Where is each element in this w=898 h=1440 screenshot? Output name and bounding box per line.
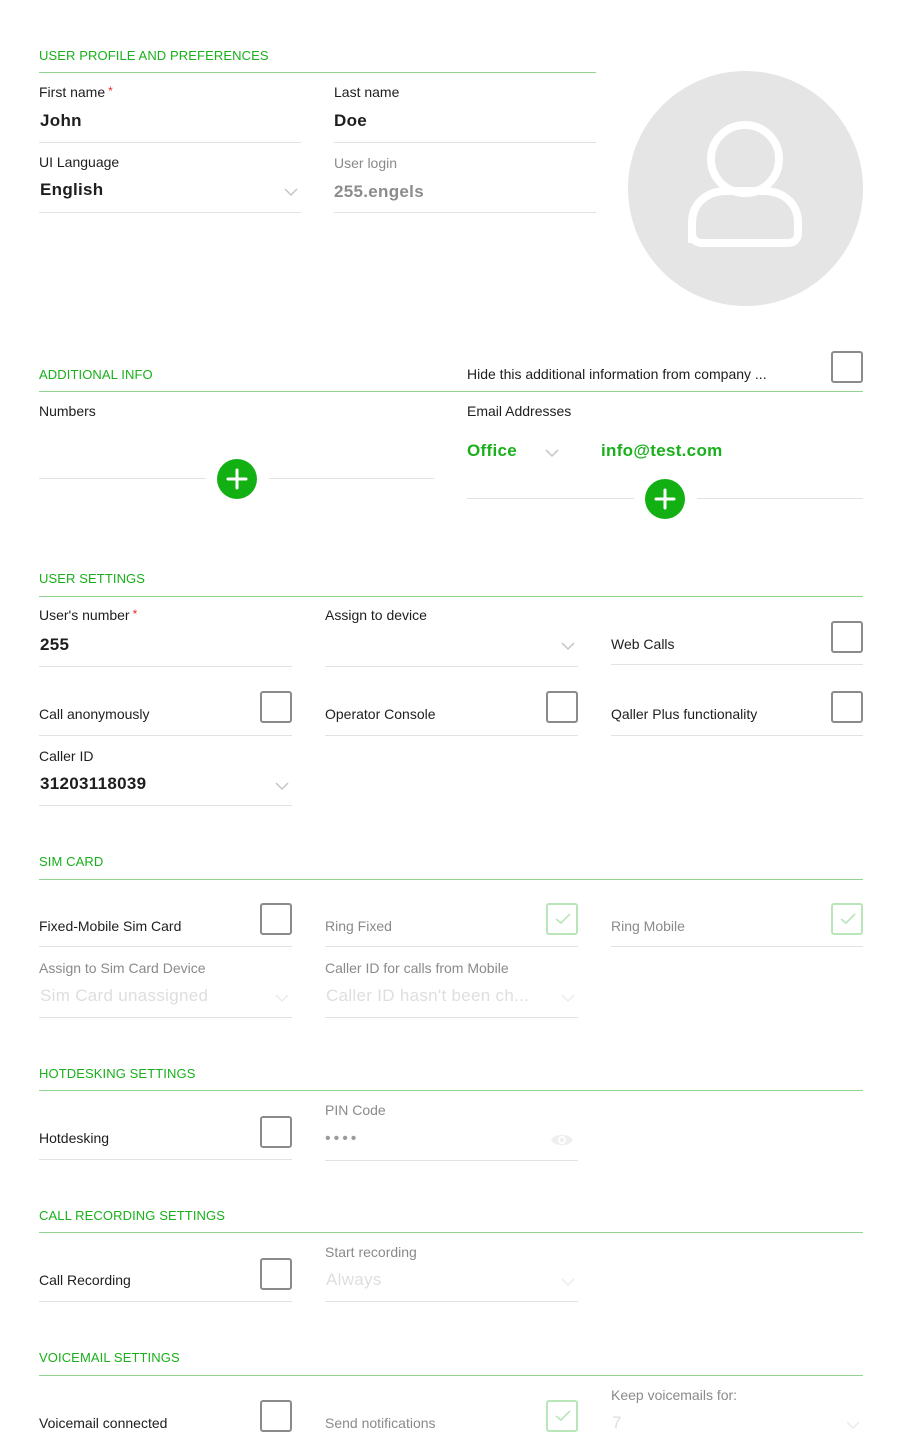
caller-id-label: Caller ID xyxy=(39,748,94,764)
call-recording-checkbox[interactable] xyxy=(260,1258,292,1290)
section-divider xyxy=(39,1375,863,1376)
field-underline xyxy=(39,735,292,736)
pin-code-label: PIN Code xyxy=(325,1102,386,1118)
field-underline xyxy=(39,1159,292,1160)
email-address-field[interactable]: info@test.com xyxy=(601,441,723,460)
section-divider xyxy=(39,1090,863,1091)
field-underline xyxy=(39,142,301,143)
required-mark: * xyxy=(108,84,113,98)
users-number-label: User's number * xyxy=(39,607,138,623)
ring-fixed-label: Ring Fixed xyxy=(325,918,392,934)
chevron-down-icon[interactable] xyxy=(284,188,298,197)
field-underline xyxy=(269,478,434,479)
start-recording-label: Start recording xyxy=(325,1244,417,1260)
caller-id-mobile-select[interactable]: Caller ID hasn't been ch... xyxy=(326,986,530,1005)
hide-info-label: Hide this additional information from company ... xyxy=(467,366,767,382)
last-name-field[interactable]: Doe xyxy=(334,111,368,130)
chevron-down-icon[interactable] xyxy=(561,642,575,651)
section-divider xyxy=(39,596,863,597)
email-addresses-label: Email Addresses xyxy=(467,403,572,419)
field-underline xyxy=(697,498,863,499)
check-icon xyxy=(555,1410,571,1422)
keep-voicemails-field[interactable]: 7 xyxy=(612,1413,622,1432)
avatar[interactable] xyxy=(628,71,863,306)
section-title-sim-card: SIM CARD xyxy=(39,854,104,869)
last-name-label: Last name xyxy=(334,84,400,100)
user-login-field: 255.engels xyxy=(334,182,424,201)
check-icon xyxy=(555,913,571,925)
fixed-mobile-label: Fixed-Mobile Sim Card xyxy=(39,918,182,934)
field-underline xyxy=(39,212,301,213)
chevron-down-icon[interactable] xyxy=(275,782,289,791)
field-underline xyxy=(39,1017,292,1018)
fixed-mobile-checkbox[interactable] xyxy=(260,903,292,935)
send-notifications-checkbox[interactable] xyxy=(546,1400,578,1432)
field-underline xyxy=(39,946,292,947)
web-calls-label: Web Calls xyxy=(611,636,675,652)
user-login-label: User login xyxy=(334,155,398,171)
email-type-select[interactable]: Office xyxy=(467,441,517,460)
section-divider xyxy=(39,72,596,73)
hotdesking-label: Hotdesking xyxy=(39,1130,110,1146)
field-underline xyxy=(39,478,206,479)
qaller-plus-checkbox[interactable] xyxy=(831,691,863,723)
eye-icon[interactable] xyxy=(550,1132,574,1153)
ring-mobile-checkbox[interactable] xyxy=(831,903,863,935)
hide-info-checkbox[interactable] xyxy=(831,351,863,383)
start-recording-select[interactable]: Always xyxy=(326,1270,382,1289)
caller-id-select[interactable]: 31203118039 xyxy=(40,774,147,793)
chevron-down-icon[interactable] xyxy=(275,994,289,1003)
numbers-label: Numbers xyxy=(39,403,96,419)
section-divider xyxy=(39,879,863,880)
ring-fixed-checkbox[interactable] xyxy=(546,903,578,935)
field-underline xyxy=(611,946,863,947)
add-email-button[interactable] xyxy=(645,479,685,519)
chevron-down-icon[interactable] xyxy=(561,994,575,1003)
ui-language-label: UI Language xyxy=(39,154,120,170)
field-underline xyxy=(611,664,863,665)
operator-console-label: Operator Console xyxy=(325,706,436,722)
field-underline xyxy=(467,498,634,499)
field-underline xyxy=(325,1017,578,1018)
chevron-down-icon[interactable] xyxy=(545,449,559,458)
field-underline xyxy=(325,1301,578,1302)
assign-sim-select[interactable]: Sim Card unassigned xyxy=(40,986,209,1005)
users-number-field[interactable]: 255 xyxy=(40,635,70,654)
section-title-additional-info: ADDITIONAL INFO xyxy=(39,367,153,382)
first-name-field[interactable]: John xyxy=(40,111,82,130)
field-underline xyxy=(39,666,292,667)
chevron-down-icon[interactable] xyxy=(561,1278,575,1287)
field-underline xyxy=(325,946,578,947)
field-underline xyxy=(334,142,596,143)
section-title-profile: USER PROFILE AND PREFERENCES xyxy=(39,48,269,63)
ui-language-select[interactable]: English xyxy=(40,180,104,199)
hotdesking-checkbox[interactable] xyxy=(260,1116,292,1148)
call-anonymously-label: Call anonymously xyxy=(39,706,150,722)
caller-id-mobile-label: Caller ID for calls from Mobile xyxy=(325,960,509,976)
chevron-down-icon[interactable] xyxy=(846,1421,860,1430)
required-mark: * xyxy=(132,607,138,621)
field-underline xyxy=(325,666,578,667)
field-underline xyxy=(334,212,596,213)
section-title-hotdesking: HOTDESKING SETTINGS xyxy=(39,1066,196,1081)
section-title-user-settings: USER SETTINGS xyxy=(39,571,146,586)
section-divider xyxy=(39,1232,863,1233)
assign-device-label: Assign to device xyxy=(325,607,427,623)
user-silhouette-icon xyxy=(684,121,806,251)
field-underline xyxy=(39,1301,292,1302)
field-underline xyxy=(325,735,578,736)
web-calls-checkbox[interactable] xyxy=(831,621,863,653)
call-recording-label: Call Recording xyxy=(39,1272,131,1288)
ring-mobile-label: Ring Mobile xyxy=(611,918,685,934)
field-underline xyxy=(611,735,863,736)
section-title-voicemail: VOICEMAIL SETTINGS xyxy=(39,1350,180,1365)
qaller-plus-label: Qaller Plus functionality xyxy=(611,706,758,722)
voicemail-connected-label: Voicemail connected xyxy=(39,1415,168,1431)
plus-icon xyxy=(654,488,676,510)
field-underline xyxy=(39,805,292,806)
check-icon xyxy=(840,913,856,925)
add-number-button[interactable] xyxy=(217,459,257,499)
first-name-label: First name * xyxy=(39,84,113,100)
section-title-call-recording: CALL RECORDING SETTINGS xyxy=(39,1208,226,1223)
section-divider xyxy=(39,391,863,392)
operator-console-checkbox[interactable] xyxy=(546,691,578,723)
pin-code-field[interactable]: •••• xyxy=(325,1130,360,1147)
plus-icon xyxy=(226,468,248,490)
field-underline xyxy=(325,1160,578,1161)
call-anonymously-checkbox[interactable] xyxy=(260,691,292,723)
send-notifications-label: Send notifications xyxy=(325,1415,436,1431)
voicemail-connected-checkbox[interactable] xyxy=(260,1400,292,1432)
assign-sim-label: Assign to Sim Card Device xyxy=(39,960,206,976)
keep-voicemails-label: Keep voicemails for: xyxy=(611,1387,738,1403)
